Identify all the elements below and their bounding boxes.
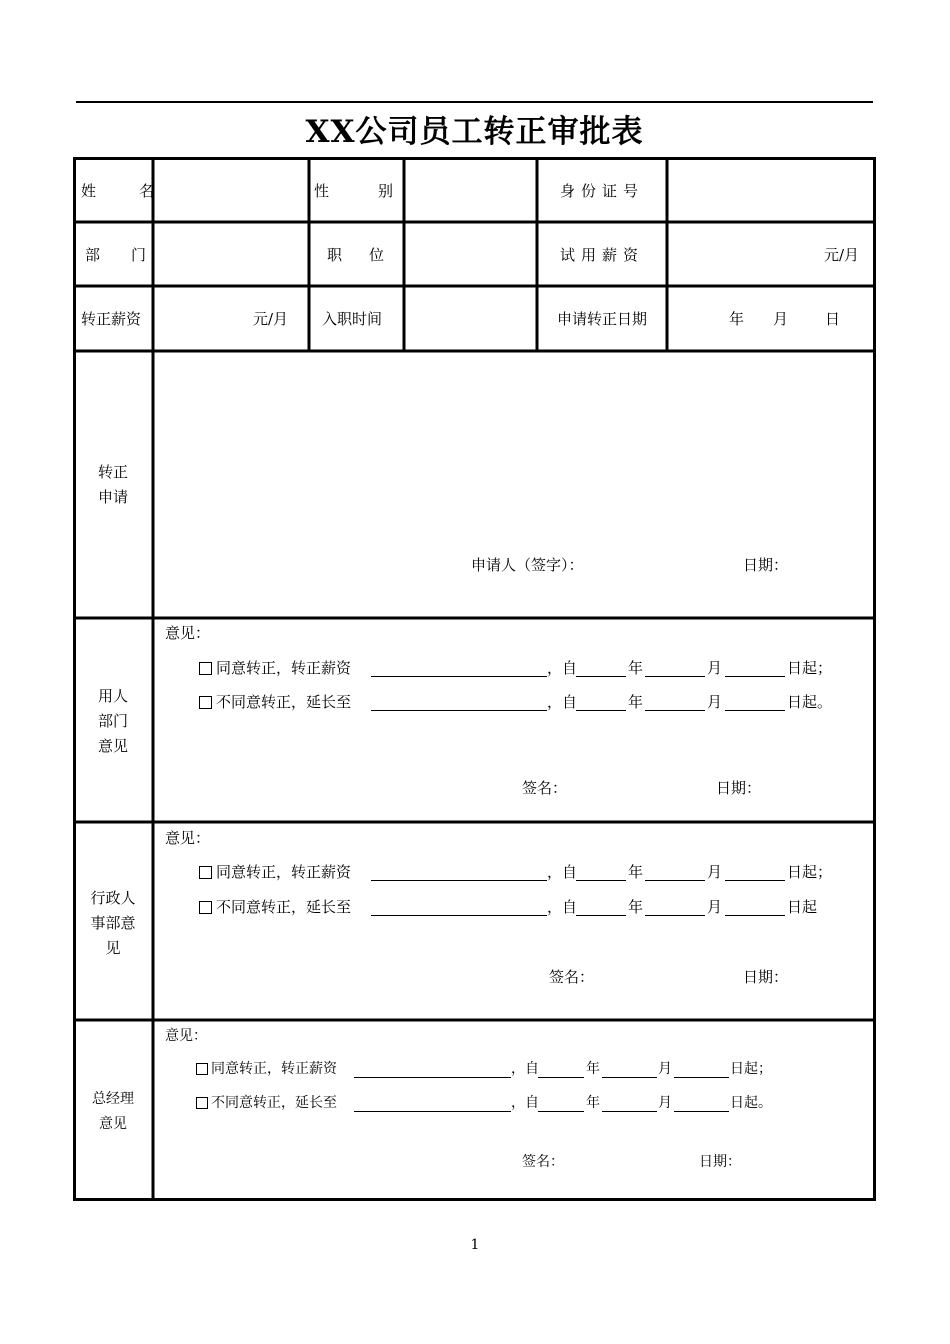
apply-date-label: 申请转正日期 xyxy=(556,310,647,328)
gm-agree-month-blank[interactable] xyxy=(602,1077,657,1078)
dept-agree-salary-blank[interactable] xyxy=(371,676,547,677)
dept-agree-month-blank[interactable] xyxy=(645,676,705,677)
hr-opinion-label-line3: 见 xyxy=(105,939,121,957)
gm-opinion-label-line1: 总经理 xyxy=(92,1091,134,1107)
dept-label-char-1: 部 xyxy=(85,246,101,264)
dept-disagree-month-blank[interactable] xyxy=(645,710,705,711)
top-rule xyxy=(76,101,873,103)
dept-disagree-year-blank[interactable] xyxy=(576,710,626,711)
hr-agree-from: ，自 xyxy=(547,863,578,881)
position-label-char-2: 位 xyxy=(369,246,385,264)
hr-disagree-year: 年 xyxy=(628,898,644,916)
hr-date-label: 日期： xyxy=(743,968,789,986)
regular-salary-label: 转正薪资 xyxy=(81,310,142,328)
hr-opinion-label-line1: 行政人 xyxy=(90,889,136,907)
gm-agree-from: ，自 xyxy=(511,1061,539,1077)
hr-disagree-day-blank[interactable] xyxy=(725,915,785,916)
dept-disagree-checkbox[interactable] xyxy=(199,696,212,709)
dept-disagree-from: ，自 xyxy=(547,693,578,711)
gm-disagree-month-blank[interactable] xyxy=(602,1111,657,1112)
hr-agree-text: 同意转正，转正薪资 xyxy=(216,863,352,881)
hr-agree-month: 月 xyxy=(707,863,723,881)
hr-agree-salary-blank[interactable] xyxy=(371,880,547,881)
page-number: 1 xyxy=(470,1237,480,1253)
dept-opinion-label-line3: 意见 xyxy=(97,737,128,755)
hr-disagree-month-blank[interactable] xyxy=(645,915,705,916)
dept-opinion-heading: 意见： xyxy=(165,624,211,642)
hr-agree-day-blank[interactable] xyxy=(725,880,785,881)
dept-disagree-year: 年 xyxy=(628,693,644,711)
gm-disagree-day-end: 日起。 xyxy=(730,1095,772,1111)
hr-disagree-year-blank[interactable] xyxy=(576,915,626,916)
gm-disagree-checkbox[interactable] xyxy=(196,1097,208,1109)
gm-disagree-text: 不同意转正，延长至 xyxy=(211,1095,337,1111)
gm-disagree-month: 月 xyxy=(658,1095,672,1111)
dept-label-char-2: 门 xyxy=(131,246,147,264)
gm-agree-month: 月 xyxy=(658,1061,672,1077)
hr-disagree-from: ，自 xyxy=(547,898,578,916)
applicant-sign-label: 申请人（签字）： xyxy=(471,556,584,574)
hire-time-label: 入职时间 xyxy=(322,310,383,328)
name-label-char-2: 名 xyxy=(139,182,155,200)
hr-agree-month-blank[interactable] xyxy=(645,880,705,881)
dept-agree-day-start: 日起； xyxy=(787,659,833,677)
application-date-label: 日期： xyxy=(743,556,789,574)
gm-opinion-heading: 意见： xyxy=(165,1028,207,1044)
gm-disagree-from: ，自 xyxy=(511,1095,539,1111)
hr-agree-year-blank[interactable] xyxy=(576,880,626,881)
gender-cell[interactable] xyxy=(406,159,535,220)
application-label-line1: 转正 xyxy=(97,463,128,481)
apply-date-day: 日 xyxy=(825,310,841,328)
gm-agree-checkbox[interactable] xyxy=(196,1063,208,1075)
hr-opinion-heading: 意见： xyxy=(165,829,211,847)
dept-agree-year: 年 xyxy=(628,659,644,677)
gm-agree-day-start: 日起； xyxy=(730,1061,772,1077)
dept-disagree-day-end: 日起。 xyxy=(787,693,833,711)
gm-disagree-day-blank[interactable] xyxy=(674,1111,729,1112)
dept-disagree-day-blank[interactable] xyxy=(725,710,785,711)
gm-sign-label: 签名： xyxy=(522,1154,564,1170)
application-content-area[interactable] xyxy=(157,355,872,615)
hr-disagree-text: 不同意转正，延长至 xyxy=(216,898,352,916)
gm-agree-salary-blank[interactable] xyxy=(354,1077,511,1078)
gm-disagree-year-blank[interactable] xyxy=(538,1111,584,1112)
dept-agree-day-blank[interactable] xyxy=(725,676,785,677)
hr-disagree-checkbox[interactable] xyxy=(199,901,212,914)
hire-time-cell[interactable] xyxy=(406,288,535,349)
hr-agree-year: 年 xyxy=(628,863,644,881)
hr-agree-checkbox[interactable] xyxy=(199,866,212,879)
gm-agree-year-blank[interactable] xyxy=(538,1077,584,1078)
dept-agree-month: 月 xyxy=(707,659,723,677)
dept-disagree-text: 不同意转正，延长至 xyxy=(216,693,352,711)
gm-agree-text: 同意转正，转正薪资 xyxy=(211,1061,337,1077)
dept-sign-label: 签名： xyxy=(522,779,568,797)
dept-opinion-label-line2: 部门 xyxy=(97,712,128,730)
id-cell[interactable] xyxy=(669,159,872,220)
gm-disagree-year: 年 xyxy=(586,1095,600,1111)
position-label-char-1: 职 xyxy=(327,246,343,264)
hr-sign-label: 签名： xyxy=(549,968,595,986)
id-label: 身份证号 xyxy=(559,182,644,200)
dept-opinion-label-line1: 用人 xyxy=(97,687,128,705)
gm-date-label: 日期： xyxy=(699,1154,741,1170)
apply-date-year: 年 xyxy=(729,310,745,328)
approval-table xyxy=(73,157,876,1201)
trial-salary-unit: 元/月 xyxy=(824,246,860,264)
name-cell[interactable] xyxy=(155,159,307,220)
hr-disagree-month: 月 xyxy=(707,898,723,916)
dept-agree-text: 同意转正，转正薪资 xyxy=(216,659,352,677)
hr-opinion-label-line2: 事部意 xyxy=(90,914,136,932)
dept-cell[interactable] xyxy=(155,223,307,284)
dept-agree-year-blank[interactable] xyxy=(576,676,626,677)
form-title: XX公司员工转正审批表 xyxy=(305,114,644,150)
apply-date-month: 月 xyxy=(773,310,789,328)
hr-agree-day-start: 日起； xyxy=(787,863,833,881)
dept-agree-from: ，自 xyxy=(547,659,578,677)
gm-agree-day-blank[interactable] xyxy=(674,1077,729,1078)
dept-agree-checkbox[interactable] xyxy=(199,662,212,675)
gender-label xyxy=(309,181,404,201)
dept-date-label: 日期： xyxy=(716,779,762,797)
dept-disagree-month: 月 xyxy=(707,693,723,711)
position-cell[interactable] xyxy=(406,223,535,284)
dept-disagree-until-blank[interactable] xyxy=(371,710,547,711)
application-label-line2: 申请 xyxy=(97,488,128,506)
gm-agree-year: 年 xyxy=(586,1061,600,1077)
name-label-char-1: 姓 xyxy=(81,182,97,200)
regular-salary-unit: 元/月 xyxy=(253,310,289,328)
gm-opinion-label-line2: 意见 xyxy=(99,1116,127,1132)
trial-salary-label: 试用薪资 xyxy=(559,246,644,264)
hr-disagree-until-blank[interactable] xyxy=(371,915,547,916)
gender-label-text: 性 别 xyxy=(313,182,400,200)
hr-disagree-day-end: 日起 xyxy=(787,898,818,916)
gm-disagree-until-blank[interactable] xyxy=(354,1111,511,1112)
